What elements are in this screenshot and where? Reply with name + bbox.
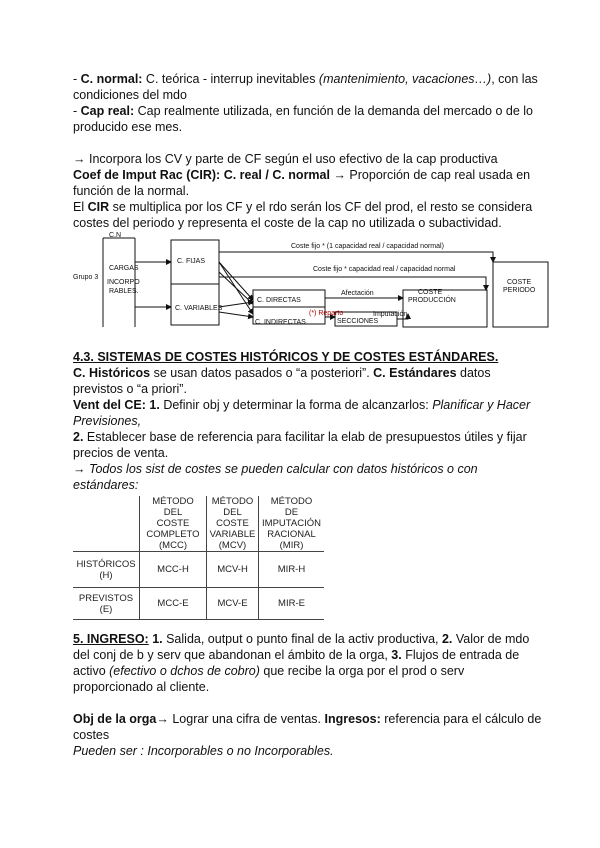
formula-mid: Coste fijo * capacidad real / capacidad normal [313, 266, 456, 273]
row-label-historicos: HISTÓRICOS (H) [73, 552, 140, 588]
afectacion-label: Afectación [341, 290, 374, 297]
cir-intro-line: → Incorpora los CV y parte de CF según el uso efectivo de la cap productiva [73, 152, 498, 166]
ventaja-2-line: 2. Establecer base de referencia para facilitar la elab de presupuestos útiles y fijar [73, 430, 527, 444]
ingreso-line-2: del conj de b y serv que abandonan el ámbito de la orga, 3. Flujos de entrada de [73, 648, 520, 662]
ingreso-line: 5. INGRESO: 1. Salida, output o punto final de la activ productiva, 2. Valor de mdo [73, 632, 530, 646]
todos-line-2: estándares: [73, 478, 139, 492]
cir-line-2: costes del periodo y representa el coste de la cap no utilizada o subactividad. [73, 216, 502, 230]
grupo-label: Grupo 3 [73, 274, 99, 281]
coef-line: Coef de Imput Rac (CIR): C. real / C. normal → Proporción de cap real usada en [73, 168, 531, 182]
header-mir: MÉTODO DE IMPUTACIÓN RACIONAL (MIR) [262, 496, 321, 551]
row-label-previstos: PREVISTOS (E) [73, 588, 140, 620]
historicos-line: C. Históricos se usan datos pasados o “a posteriori”. C. Estándares datos [73, 366, 491, 380]
objetivo-line-2: costes [73, 728, 110, 742]
coef-line-2: función de la normal. [73, 184, 190, 198]
capreal-line-2: producido ese mes. [73, 120, 183, 134]
directas-label: C. DIRECTAS [257, 297, 301, 304]
coste-produccion-1: COSTE [418, 289, 443, 296]
rables-label: RABLES. [109, 288, 139, 295]
reparto-label: (*) Reparto [309, 310, 344, 317]
table-row-historicos [73, 552, 324, 588]
imputacion-label: Imputación [373, 311, 408, 318]
cnormal-label: C. normal: [80, 72, 143, 86]
capreal-line: - Cap real: Cap realmente utilizada, en función de la demanda del mercado o de lo [73, 104, 534, 118]
todos-line: → Todos los sist de costes se pueden calcular con datos históricos o con [73, 462, 478, 476]
cell-mcc-h: MCC-H [140, 552, 207, 588]
objetivo-line-3: Pueden ser : Incorporables o no Incorporables. [73, 744, 334, 758]
cargas-label: CARGAS [109, 265, 139, 272]
ventaja-line: Vent del CE: 1. Definir obj y determinar la forma de alcanzarlos: Planificar y Hacer [73, 398, 531, 412]
fijas-label: C. FIJAS [177, 258, 206, 265]
section-43-heading: 4.3. SISTEMAS DE COSTES HISTÓRICOS Y DE COSTES ESTÁNDARES. [73, 350, 499, 364]
cost-methods-table [73, 496, 324, 620]
header-mcv: MÉTODO DEL COSTE VARIABLE (MCV) [207, 496, 259, 552]
cell-mir-h: MIR-H [259, 552, 325, 588]
objetivo-line: Obj de la orga→ Lograr una cifra de ventas. Ingresos: referencia para el cálculo de [73, 712, 542, 726]
cn-label: C.N [109, 232, 122, 239]
section-5-heading: 5. INGRESO: [73, 632, 149, 646]
coste-produccion-2: PRODUCCIÓN [408, 297, 456, 304]
capreal-label: Cap real: [80, 104, 135, 118]
ingreso-line-3: activo (efectivo o dchos de cobro) que recibe la orga por el prod o serv [73, 664, 465, 678]
coste-periodo-1: COSTE [507, 279, 532, 286]
ventaja-2-line-2: precios de venta. [73, 446, 169, 460]
formula-top: Coste fijo * (1 capacidad real / capacidad normal) [291, 243, 444, 250]
table-row-previstos [73, 588, 324, 620]
header-mcc: MÉTODO DEL COSTE COMPLETO (MCC) [140, 496, 207, 552]
coef-label: Coef de Imput Rac (CIR): C. real / C. normal [73, 168, 330, 182]
historicos-line-2: previstos o “a priori”. [73, 382, 187, 396]
variables-label: C. VARIABLES [175, 305, 223, 312]
cell-mcc-e: MCC-E [140, 588, 207, 620]
indirectas-label: C. INDIRECTAS [255, 319, 306, 326]
incorpo-label: INCORPO [107, 279, 140, 286]
cell-mcv-e: MCV-E [207, 588, 259, 620]
cnormal-line: - C. normal: C. teórica - interrup inevitables (mantenimiento, vacaciones…), con las [73, 72, 538, 86]
cost-flow-diagram [73, 232, 553, 332]
cell-mcv-h: MCV-H [207, 552, 259, 588]
coste-periodo-2: PERIODO [503, 287, 536, 294]
secciones-label: SECCIONES [337, 318, 379, 325]
cell-mir-e: MIR-E [259, 588, 325, 620]
cir-line: El CIR se multiplica por los CF y el rdo serán los CF del prod, el resto se considera [73, 200, 533, 214]
ventaja-line-2: Previsiones, [73, 414, 142, 428]
ingreso-line-4: proporcionado al cliente. [73, 680, 210, 694]
cnormal-line-2: condiciones del mdo [73, 88, 187, 102]
